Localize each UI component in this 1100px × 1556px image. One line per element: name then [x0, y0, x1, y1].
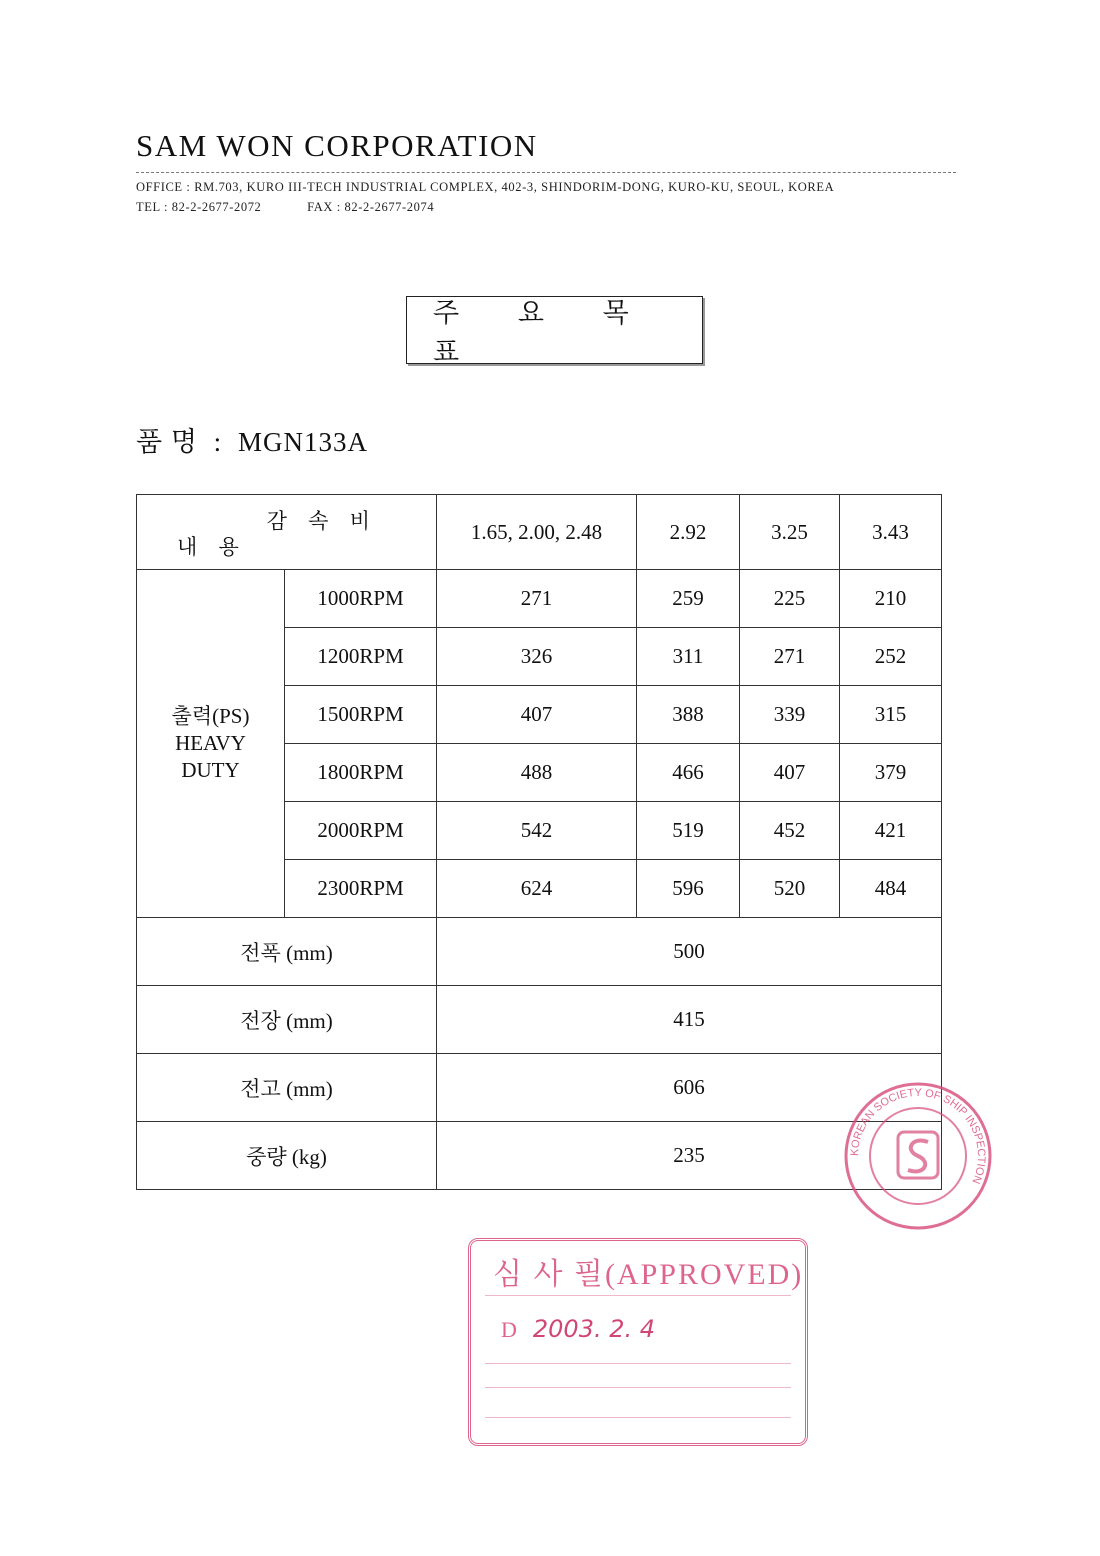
- approved-stamp-heading: 심 사 필(APPROVED): [493, 1258, 804, 1291]
- dimension-row: [137, 1122, 942, 1190]
- tel-number: TEL : 82-2-2677-2072: [136, 200, 262, 214]
- rpm-label: 1000RPM: [285, 570, 437, 628]
- table-cell: 624: [437, 860, 637, 918]
- rpm-label: 2300RPM: [285, 860, 437, 918]
- corner-top-label: 감 속 비: [266, 509, 378, 533]
- corner-cell: [137, 495, 437, 570]
- table-cell: 271: [437, 570, 637, 628]
- table-cell: 466: [637, 744, 740, 802]
- product-name: MGN133A: [237, 427, 368, 457]
- table-cell: 452: [740, 802, 840, 860]
- table-cell: 339: [740, 686, 840, 744]
- contact-line: [136, 200, 434, 215]
- stamp-faint-line: [485, 1387, 791, 1400]
- dimension-value: 415: [437, 986, 942, 1054]
- table-cell: 315: [840, 686, 942, 744]
- table-cell: 225: [740, 570, 840, 628]
- table-row: [137, 570, 942, 628]
- corner-bottom-label: 내 용: [177, 535, 247, 559]
- table-cell: 488: [437, 744, 637, 802]
- stamp-faint-line: [485, 1363, 791, 1376]
- society-seal-stamp: [842, 1080, 994, 1232]
- table-cell: 326: [437, 628, 637, 686]
- table-cell: 421: [840, 802, 942, 860]
- stamp-faint-line: [485, 1417, 791, 1430]
- table-cell: 519: [637, 802, 740, 860]
- table-cell: 311: [637, 628, 740, 686]
- dimension-row: [137, 1054, 942, 1122]
- seal-text: KOREAN SOCIETY OF SHIP INSPECTION: [848, 1086, 988, 1186]
- ratio-header: 3.43: [840, 495, 942, 570]
- office-address: OFFICE : RM.703, KURO III-TECH INDUSTRIAL COMPLEX, 402-3, SHINDORIM-DONG, KURO-KU, SEOUL, KOREA: [136, 180, 835, 194]
- dimension-row: [137, 986, 942, 1054]
- dimension-row: [137, 918, 942, 986]
- group-label-line: HEAVY: [175, 730, 246, 755]
- dimension-label: 전고 (mm): [137, 1054, 437, 1122]
- group-label-line: 출력(PS): [171, 703, 250, 728]
- company-name: SAM WON CORPORATION: [136, 128, 538, 163]
- table-cell: 210: [840, 570, 942, 628]
- spec-table: [136, 494, 942, 1190]
- product-label: 품 명: [136, 427, 198, 457]
- table-cell: 271: [740, 628, 840, 686]
- ratio-header: 2.92: [637, 495, 740, 570]
- fax-number: FAX : 82-2-2677-2074: [307, 200, 435, 214]
- rpm-label: 2000RPM: [285, 802, 437, 860]
- product-line: [136, 420, 368, 459]
- dimension-value: 500: [437, 918, 942, 986]
- ratio-header: 1.65, 2.00, 2.48: [437, 495, 637, 570]
- product-colon: :: [213, 427, 223, 457]
- output-group-label: [137, 570, 285, 918]
- table-cell: 484: [840, 860, 942, 918]
- table-cell: 520: [740, 860, 840, 918]
- header-divider: [136, 172, 956, 173]
- table-cell: 596: [637, 860, 740, 918]
- table-cell: 259: [637, 570, 740, 628]
- table-cell: 379: [840, 744, 942, 802]
- rpm-label: 1500RPM: [285, 686, 437, 744]
- stamp-faint-line: [485, 1295, 791, 1308]
- table-cell: 542: [437, 802, 637, 860]
- approved-date: 2003. 2. 4: [532, 1315, 656, 1343]
- table-cell: 407: [437, 686, 637, 744]
- approved-stamp: [468, 1238, 808, 1446]
- table-cell: 252: [840, 628, 942, 686]
- approved-date-line: D 2003. 2. 4: [501, 1315, 656, 1343]
- dimension-value: 606: [437, 1054, 942, 1122]
- table-header-row: [137, 495, 942, 570]
- dimension-value: 235: [437, 1122, 942, 1190]
- table-cell: 407: [740, 744, 840, 802]
- ratio-header: 3.25: [740, 495, 840, 570]
- group-label-line: DUTY: [181, 758, 240, 783]
- rpm-label: 1800RPM: [285, 744, 437, 802]
- rpm-label: 1200RPM: [285, 628, 437, 686]
- document-title: 주 요 목 표: [406, 296, 703, 364]
- dimension-label: 중량 (kg): [137, 1122, 437, 1190]
- dimension-label: 전장 (mm): [137, 986, 437, 1054]
- table-cell: 388: [637, 686, 740, 744]
- dimension-label: 전폭 (mm): [137, 918, 437, 986]
